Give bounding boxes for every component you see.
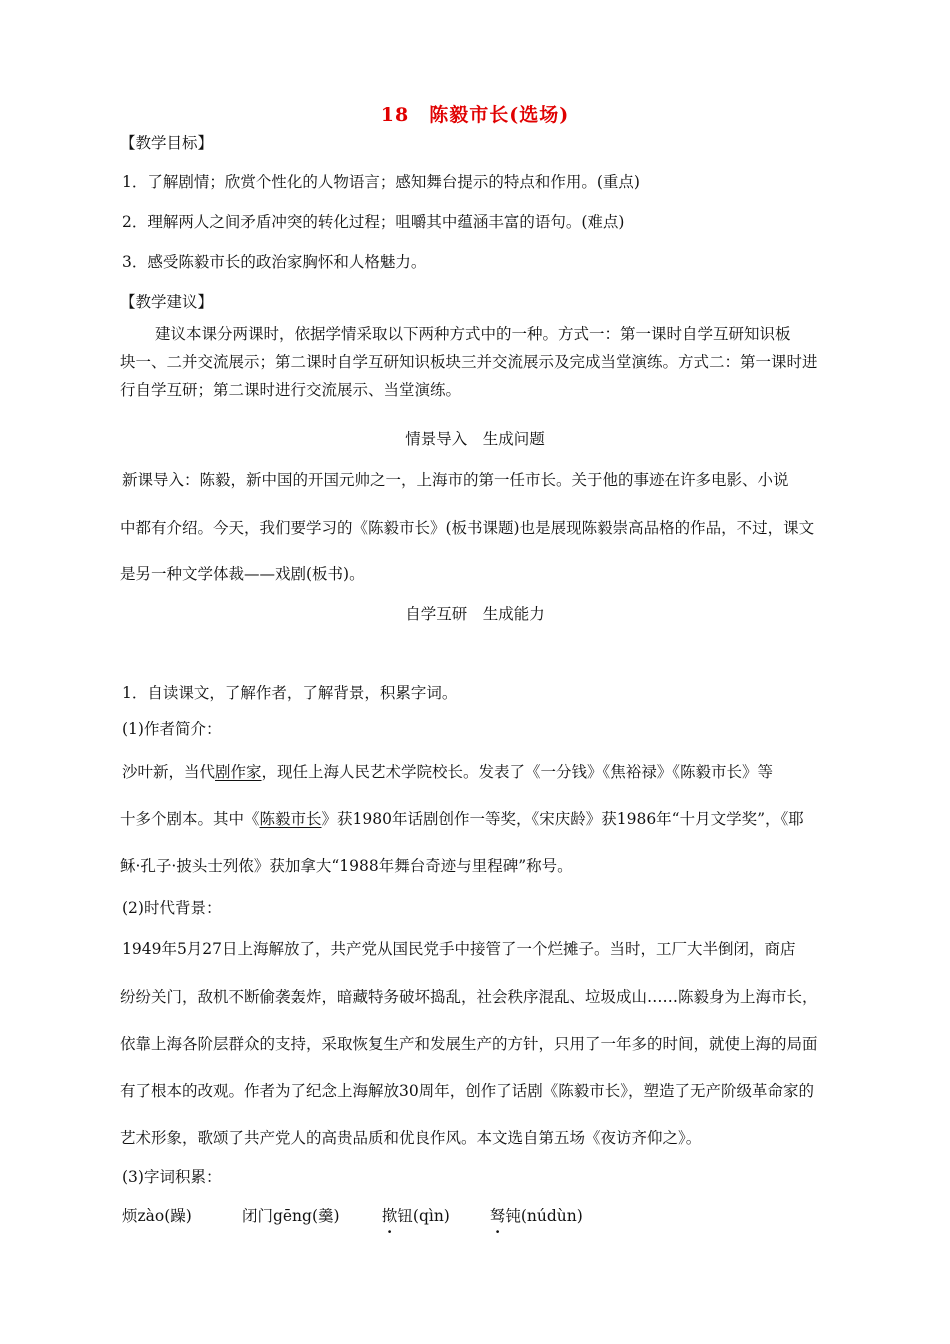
background-line-3: 依靠上海各阶层群众的支持，采取恢复生产和发展生产的方针，只用了一年多的时间，就使上海的局面 [120,1035,818,1053]
author-line-1-post: ，现任上海人民艺术学院校长。发表了《一分钱》《焦裕禄》《陈毅市长》等 [261,763,774,781]
emphasis-dot-char: 驽 [489,1207,506,1225]
author-line-2 [120,809,804,829]
vocab-item-3: 揿钮(qìn) [381,1207,450,1225]
author-line-2-pre: 十多个剧本。其中《 [120,810,260,828]
author-underline-playwright: 剧作家 [215,763,262,781]
background-heading: (2)时代背景： [122,899,222,917]
intro-line-3: 是另一种文学体裁——戏剧(板书)。 [120,565,365,583]
task-1: 1．自读课文，了解作者，了解背景，积累字词。 [122,684,458,702]
section-heading-self-study: 自学互研 生成能力 [405,605,545,623]
vocab-item-2: 闭门gēng(羹) [241,1207,340,1225]
author-line-3: 稣·孔子·披头士列侬》获加拿大“1988年舞台奇迹与里程碑”称号。 [120,857,573,875]
goal-item-1: 1．了解剧情；欣赏个性化的人物语言；感知舞台提示的特点和作用。(重点) [122,173,640,191]
suggestion-line-2: 块一、二并交流展示；第二课时自学互研知识板块三并交流展示及完成当堂演练。方式二：第一课时进 [120,353,818,371]
vocab-item-1: 烦zào(躁) [122,1207,192,1225]
vocab-list [122,1206,583,1226]
author-line-1 [122,762,773,782]
author-line-2-post: 》获1980年话剧创作一等奖，《宋庆龄》获1986年“十月文学奖”，《耶 [321,810,804,828]
background-line-2: 纷纷关门，敌机不断偷袭轰炸，暗藏特务破坏捣乱，社会秩序混乱、垃圾成山……陈毅身为上海市长， [120,988,818,1006]
emphasis-dot-char: 揿 [381,1207,398,1225]
author-line-1-pre: 沙叶新，当代 [122,763,216,781]
goal-item-3: 3．感受陈毅市长的政治家胸怀和人格魅力。 [122,253,427,271]
page-title: 18 陈毅市长(选场) [380,104,570,126]
goals-heading: 【教学目标】 [120,134,214,152]
author-underline-play-title: 陈毅市长 [259,810,322,828]
vocab-heading: (3)字词积累： [122,1168,222,1186]
vocab-item-4: 驽钝(núdùn) [489,1207,583,1225]
background-line-1: 1949年5月27日上海解放了，共产党从国民党手中接管了一个烂摊子。当时，工厂大半倒闭，商店 [122,940,796,958]
author-heading: (1)作者简介： [122,720,222,738]
goal-item-2: 2．理解两人之间矛盾冲突的转化过程；咀嚼其中蕴涵丰富的语句。(难点) [122,213,625,231]
background-line-5: 艺术形象，歌颂了共产党人的高贵品质和优良作风。本文选自第五场《夜访齐仰之》。 [120,1129,702,1147]
intro-line-2: 中都有介绍。今天，我们要学习的《陈毅市长》(板书课题)也是展现陈毅崇高品格的作品，不过，课文 [120,519,815,537]
section-heading-intro: 情景导入 生成问题 [405,430,545,448]
intro-line-1: 新课导入：陈毅，新中国的开国元帅之一，上海市的第一任市长。关于他的事迹在许多电影、小说 [122,471,789,489]
suggestion-line-1: 建议本课分两课时，依据学情采取以下两种方式中的一种。方式一：第一课时自学互研知识板 [155,325,791,343]
background-line-4: 有了根本的改观。作者为了纪念上海解放30周年，创作了话剧《陈毅市长》，塑造了无产阶级革命家的 [120,1082,814,1100]
suggestion-line-3: 行自学互研；第二课时进行交流展示、当堂演练。 [120,381,462,399]
suggestions-heading: 【教学建议】 [120,293,214,311]
